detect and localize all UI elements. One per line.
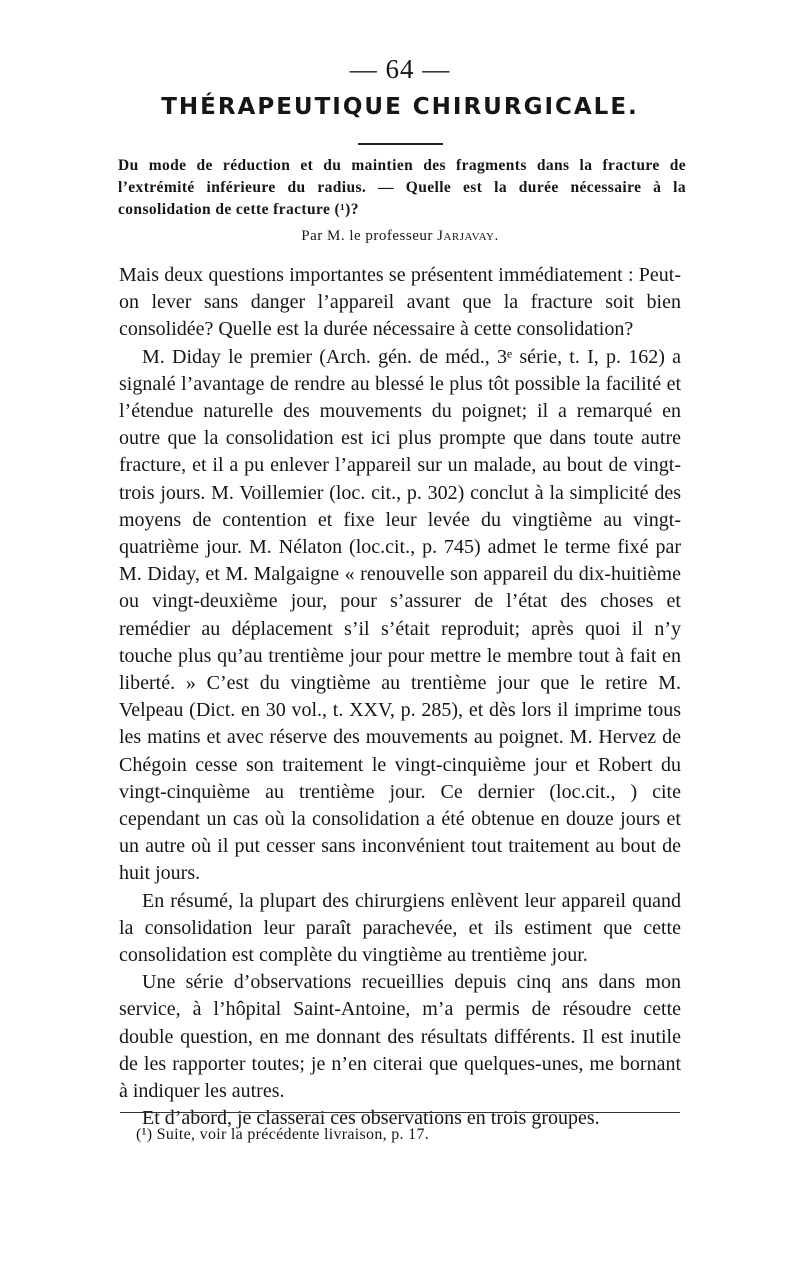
title-divider [358,143,443,145]
body-paragraph: En résumé, la plupart des chirurgiens enlèvent leur appareil quand la consolidation leur paraît parachevée, et ils estiment que cette consolidation est complète du vingtième au trentième jour. [119,889,681,967]
body-paragraph: Et d’abord, je classerai ces observations en trois groupes. [142,1107,600,1130]
footnote-text: Suite, voir la précédente livraison, p. 17. [156,1126,430,1143]
page-number: — 64 — [349,54,451,84]
body-paragraph: Mais deux questions importantes se présentent immédiatement : Peut-on lever sans danger l’appareil avant que la fracture soit bien consolidée? Quelle est la durée nécessaire à cette consolidation? [119,264,681,341]
article-body [119,262,681,1133]
body-paragraph: M. Diday le premier (Arch. gén. de méd., 3ᵉ série, t. I, p. 162) a signalé l’avantage de rendre au blessé le plus tôt possible la facilité et l’étendue naturelle des mouvements du poignet; il a remarqué en outre que la consolidation est ici plus prompte que dans toute autre fracture, et il a pu enlever l’appareil sur un malade, au bout de vingt-trois jours. M. Voillemier (loc. cit., p. 302) conclut à la simplicité des moyens de contention et fixe leur levée du vingtième au vingt-quatrième jour. M. Nélaton (loc.cit., p. 745) admet le terme fixé par M. Diday, et M. Malgaigne « renouvelle son appareil du dix-huitième ou vingt-deuxième jour, pour s’assurer de l’état des choses et remédier au déplacement s’il s’était reproduit; après quoi il n’y touche plus qu’au trentième jour pour mettre le membre tout à fait en liberté. » C’est du vingtième au trentième jour que le retire M. Velpeau (Dict. en 30 vol., t. XXV, p. 285), et dès lors il imprime tous les matins et avec réserve des mouvements au poignet. M. Hervez de Chégoin cesse son traitement le vingt-cinquième jour et Robert du vingt-cinquième au trentième jour. Ce dernier (loc.cit., ) cite cependant un cas où la consolidation a été obtenue en douze jours et un autre où il put cesser sans inconvénient tout traitement au bout de huit jours. [119,345,681,885]
byline-author: Jarjavay. [437,228,499,244]
footnote [136,1126,429,1144]
section-title: THÉRAPEUTIQUE CHIRURGICALE. [161,94,639,120]
footnote-divider [120,1112,680,1113]
byline-prefix: Par M. le professeur [301,228,433,244]
byline [0,228,800,245]
article-title: Du mode de réduction et du maintien des fragments dans la fracture de l’extrémité inférieure du radius. — Quelle est la durée nécessaire à la consolidation de cette fracture (¹)? [118,157,686,218]
footnote-marker: (¹) [136,1126,153,1143]
body-paragraph: Une série d’observations recueillies depuis cinq ans dans mon service, à l’hôpital Saint-Antoine, m’a permis de résoudre cette double question, en me donnant des résultats différents. Il est inutile de les rapporter toutes; je n’en citerai que quelques-unes, me bornant à indiquer les autres. [119,971,681,1103]
